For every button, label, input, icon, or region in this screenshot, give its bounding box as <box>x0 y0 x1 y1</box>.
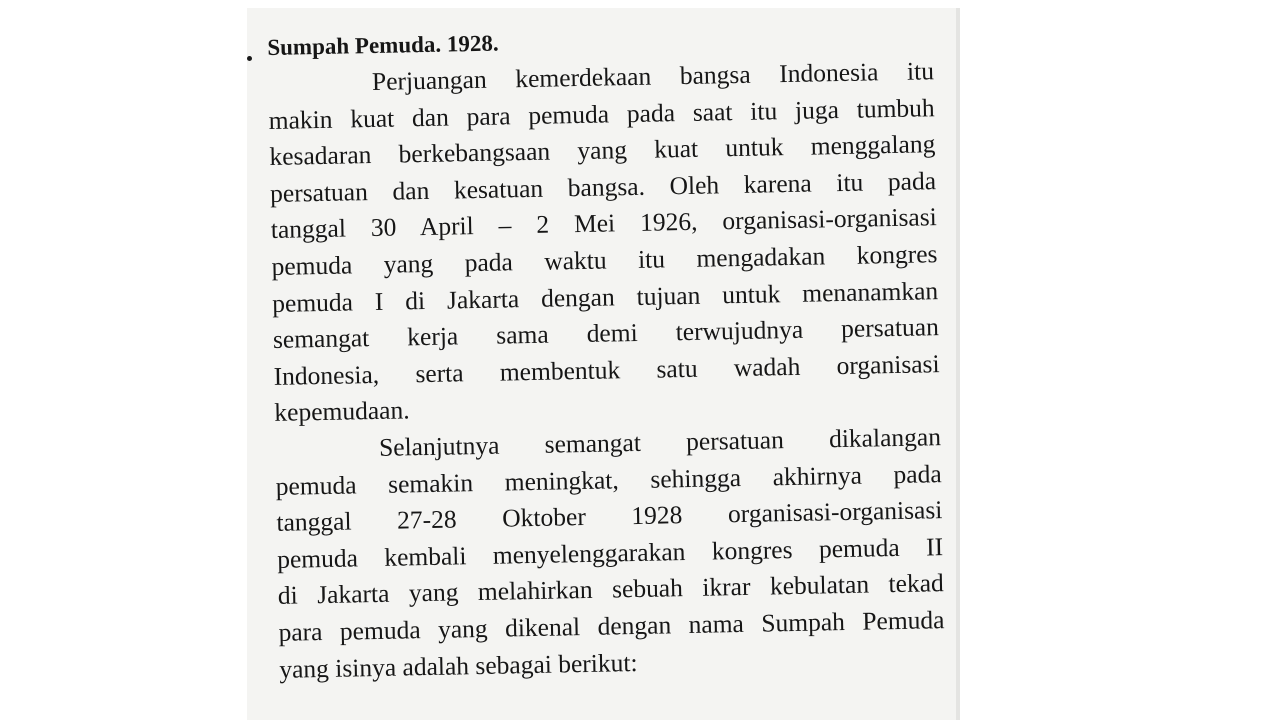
paragraph-line: tanggal 27-28 Oktober 1928 organisasi-organisasi <box>276 495 943 538</box>
paragraph-line: pemuda yang pada waktu itu mengadakan kongres <box>271 239 938 281</box>
text-block <box>267 17 946 688</box>
paragraph-line: pemuda I di Jakarta dengan tujuan untuk menanamkan <box>271 275 939 318</box>
paragraph-line: makin kuat dan para pemuda pada saat itu juga tumbuh <box>268 92 935 135</box>
scan-edge-shadow <box>956 8 960 720</box>
paragraph-line: Selanjutnya semangat persatuan dikalangan <box>378 422 942 462</box>
paragraph-line: para pemuda yang dikenal dengan nama Sumpah Pemuda <box>278 605 945 647</box>
paragraph-line: yang isinya adalah sebagai berikut: <box>278 647 638 684</box>
paragraph-line: pemuda kembali menyelenggarakan kongres pemuda II <box>276 531 944 574</box>
paragraph-line: Indonesia, serta membentuk satu wadah organisasi <box>273 348 940 391</box>
paragraph-2 <box>275 419 946 688</box>
paragraph-line: tanggal 30 April – 2 Mei 1926, organisasi-organisasi <box>270 202 937 245</box>
paragraph-line: pemuda semakin meningkat, sehingga akhirnya pada <box>275 458 942 501</box>
section-heading: Sumpah Pemuda. 1928. <box>267 30 499 60</box>
paragraph-line: di Jakarta yang melahirkan sebuah ikrar kebulatan tekad <box>277 568 945 611</box>
paragraph-1 <box>268 53 941 432</box>
scanned-document-page <box>247 8 958 720</box>
paragraph-line: kepemudaan. <box>274 395 410 428</box>
paragraph-line: Perjuangan kemerdekaan bangsa Indonesia itu <box>371 56 935 96</box>
paragraph-line: kesadaran berkebangsaan yang kuat untuk menggalang <box>269 129 936 172</box>
paragraph-line: semangat kerja sama demi terwujudnya persatuan <box>272 312 940 355</box>
paragraph-line: persatuan dan kesatuan bangsa. Oleh karena itu pada <box>269 165 937 208</box>
bullet-dot <box>247 56 252 61</box>
